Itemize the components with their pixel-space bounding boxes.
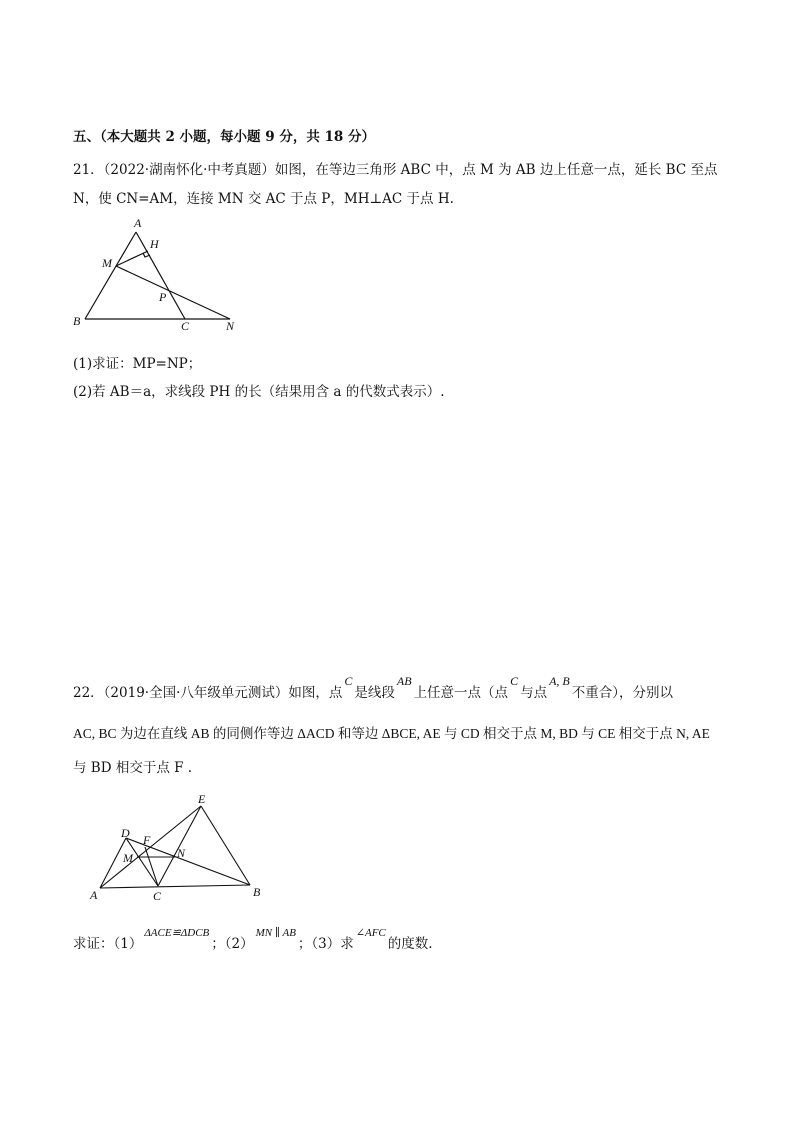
q22-proof-suffix: 的度数. bbox=[387, 936, 433, 952]
q22-label-m: M bbox=[123, 851, 133, 865]
q21-label-h: H bbox=[150, 237, 159, 251]
q22-proof-3: ∠AFC bbox=[355, 927, 386, 939]
q22-line1 bbox=[73, 674, 673, 703]
q22-l1-ab2: A, B bbox=[549, 674, 570, 688]
q22-label-c: C bbox=[153, 889, 162, 903]
q22-proof-prefix: 求证：（1） bbox=[73, 936, 143, 952]
q22-l1-e: 不重合），分别以 bbox=[571, 685, 673, 701]
q22-segment-fc bbox=[145, 847, 158, 886]
q21-part2: (2)若 AB＝a，求线段 PH 的长（结果用含 a 的代数式表示）. bbox=[73, 384, 445, 400]
q22-figure bbox=[88, 795, 288, 905]
q21-label-c: C bbox=[181, 319, 190, 333]
q22-l1-c: C bbox=[344, 674, 353, 688]
q22-line3: 与 BD 相交于点 F . bbox=[73, 760, 193, 776]
q21-label-p: P bbox=[159, 290, 167, 304]
q21-label-b: B bbox=[73, 314, 81, 328]
q22-line2: AC, BC 为边在直线 AB 的同侧作等边 ΔACD 和等边 ΔBCE, AE 与 CD 相交于点 M, BD 与 CE 相交于点 N, AE bbox=[73, 726, 710, 741]
q21-part1: (1)求证：MP=NP； bbox=[73, 356, 202, 372]
q22-label-a: A bbox=[90, 888, 98, 902]
q22-label-f: F bbox=[143, 833, 151, 847]
q22-proof-2: MN ∥ AB bbox=[255, 927, 296, 939]
q22-l1-d: 与点 bbox=[520, 685, 548, 701]
q22-label-n: N bbox=[177, 846, 186, 860]
q21-figure bbox=[70, 215, 250, 340]
q21-label-m: M bbox=[102, 256, 112, 270]
q22-l1-a: 22．（2019·全国·八年级单元测试）如图，点 bbox=[73, 685, 343, 701]
q21-line2: N，使 CN=AM，连接 MN 交 AC 于点 P，MH⊥AC 于点 H. bbox=[73, 191, 454, 207]
q22-proof-sep1: ；（2） bbox=[211, 936, 254, 952]
q21-label-n: N bbox=[226, 319, 235, 333]
q22-label-b: B bbox=[253, 885, 261, 899]
q22-label-d: D bbox=[121, 826, 130, 840]
q21-line1: 21．（2022·湖南怀化·中考真题）如图，在等边三角形 ABC 中，点 M 为 AB 边上任意一点，延长 BC 至点 bbox=[73, 162, 718, 178]
q22-l1-ab: AB bbox=[396, 674, 412, 688]
q21-side-ab bbox=[85, 232, 136, 319]
q22-proof-1: ΔACE≌ΔDCB bbox=[144, 927, 210, 939]
q22-label-e: E bbox=[198, 795, 206, 806]
q22-l1-c2: C bbox=[510, 674, 519, 688]
section-title: 五、（本大题共 2 小题，每小题 9 分，共 18 分） bbox=[73, 129, 376, 145]
q21-segment-mn bbox=[116, 266, 230, 319]
q21-side-ac bbox=[136, 232, 185, 319]
q22-l1-b: 是线段 bbox=[354, 685, 395, 701]
q22-side-eb bbox=[201, 806, 250, 885]
q22-l1-c-text: 上任意一点（点 bbox=[413, 685, 509, 701]
q22-line-ab bbox=[100, 885, 250, 888]
q21-right-angle-mark bbox=[143, 253, 150, 257]
q21-label-a: A bbox=[134, 216, 142, 230]
q22-proof-sep2: ；（3）求 bbox=[297, 936, 354, 952]
